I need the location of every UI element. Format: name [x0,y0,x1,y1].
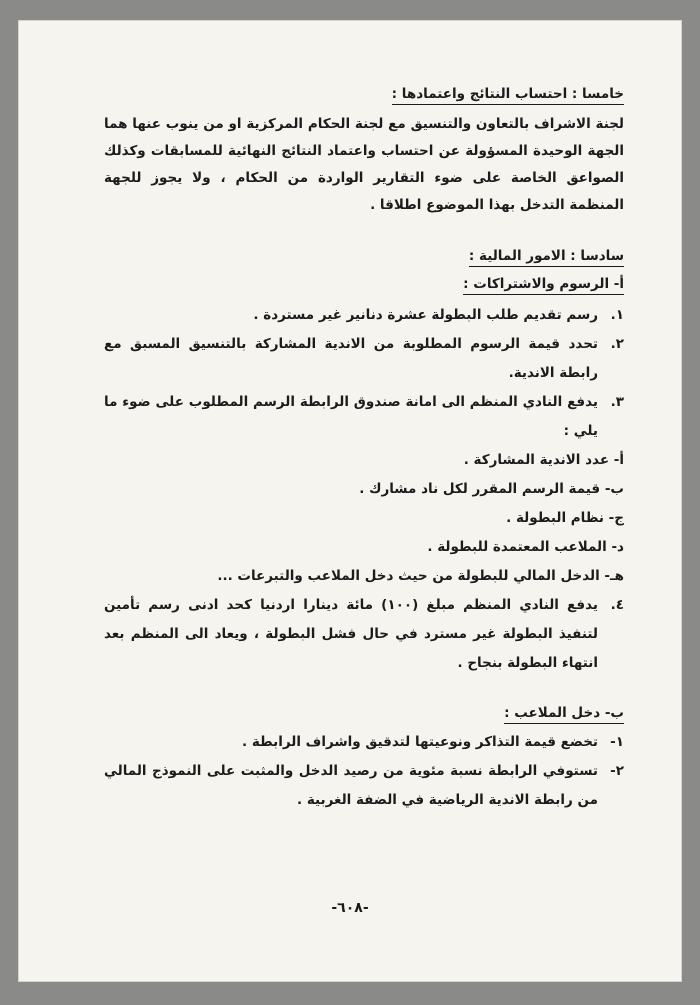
item-number: ١- [610,734,624,750]
item-number: ٢. [610,336,624,352]
document-page [18,20,682,982]
item-number: ٣. [610,394,624,410]
list-item [104,301,624,330]
page-content [104,75,624,815]
list-item [104,591,624,678]
sub-item: أ- عدد الاندية المشاركة . [463,452,624,468]
sub-item: هـ- الدخل المالي للبطولة من حيث دخل الملاعب والتبرعات ... [217,568,624,584]
section-5-heading: خامسا : احتساب النتائج واعتمادها : [392,85,624,105]
item-text: يدفع النادي المنظم الى امانة صندوق الرابطة الرسم المطلوب على ضوء ما يلي : [104,394,598,439]
page-number: -٦٠٨- [331,900,369,916]
list-item [104,728,624,757]
list-item [104,388,624,446]
sub-item: د- الملاعب المعتمدة للبطولة . [427,539,624,555]
item-number: ٤. [610,597,624,613]
list-item [104,757,624,815]
item-text: تحدد قيمة الرسوم المطلوبة من الاندية المشاركة بالتنسيق المسبق مع رابطة الاندية. [104,336,598,381]
item-text: يدفع النادي المنظم مبلغ (١٠٠) مائة دينارا اردنيا كحد ادنى رسم تأمين لتنفيذ البطولة غير مسترد في حال فشل البطولة ، ويعاد الى المنظم بعد انتهاء البطولة بنجاح . [104,597,598,671]
item-text: تستوفي الرابطة نسبة مئوية من رصيد الدخل والمثبت على النموذج المالي من رابطة الاندية الرياضية في الضفة الغربية . [104,763,598,808]
item-number: ١. [610,307,624,323]
section-5-paragraph: لجنة الاشراف بالتعاون والتنسيق مع لجنة الحكام المركزية او من ينوب عنها هما الجهة الوحيدة المسؤولة عن احتساب واعتماد النتائج النهائية للمسابقات وكذلك الصواعق الخاصة على ضوء التقارير الواردة من الحكام ، ولا يجوز للجهة المنظمة التدخل بهذا الموضوع اطلاقا . [104,116,624,213]
sub-list [104,446,624,591]
subsection-a-heading: أ- الرسوم والاشتراكات : [463,275,624,295]
sub-item: ج- نظام البطولة . [506,510,624,526]
sub-item: ب- قيمة الرسم المقرر لكل ناد مشارك . [359,481,624,497]
item-text: تخضع قيمة التذاكر ونوعيتها لتدقيق واشراف الرابطة . [242,734,598,750]
subsection-b-heading: ب- دخل الملاعب : [504,704,624,724]
section-6-heading: سادسا : الامور المالية : [469,247,624,267]
item-number: ٢- [610,763,624,779]
item-text: رسم تقديم طلب البطولة عشرة دنانير غير مستردة . [253,307,598,323]
list-item [104,330,624,388]
